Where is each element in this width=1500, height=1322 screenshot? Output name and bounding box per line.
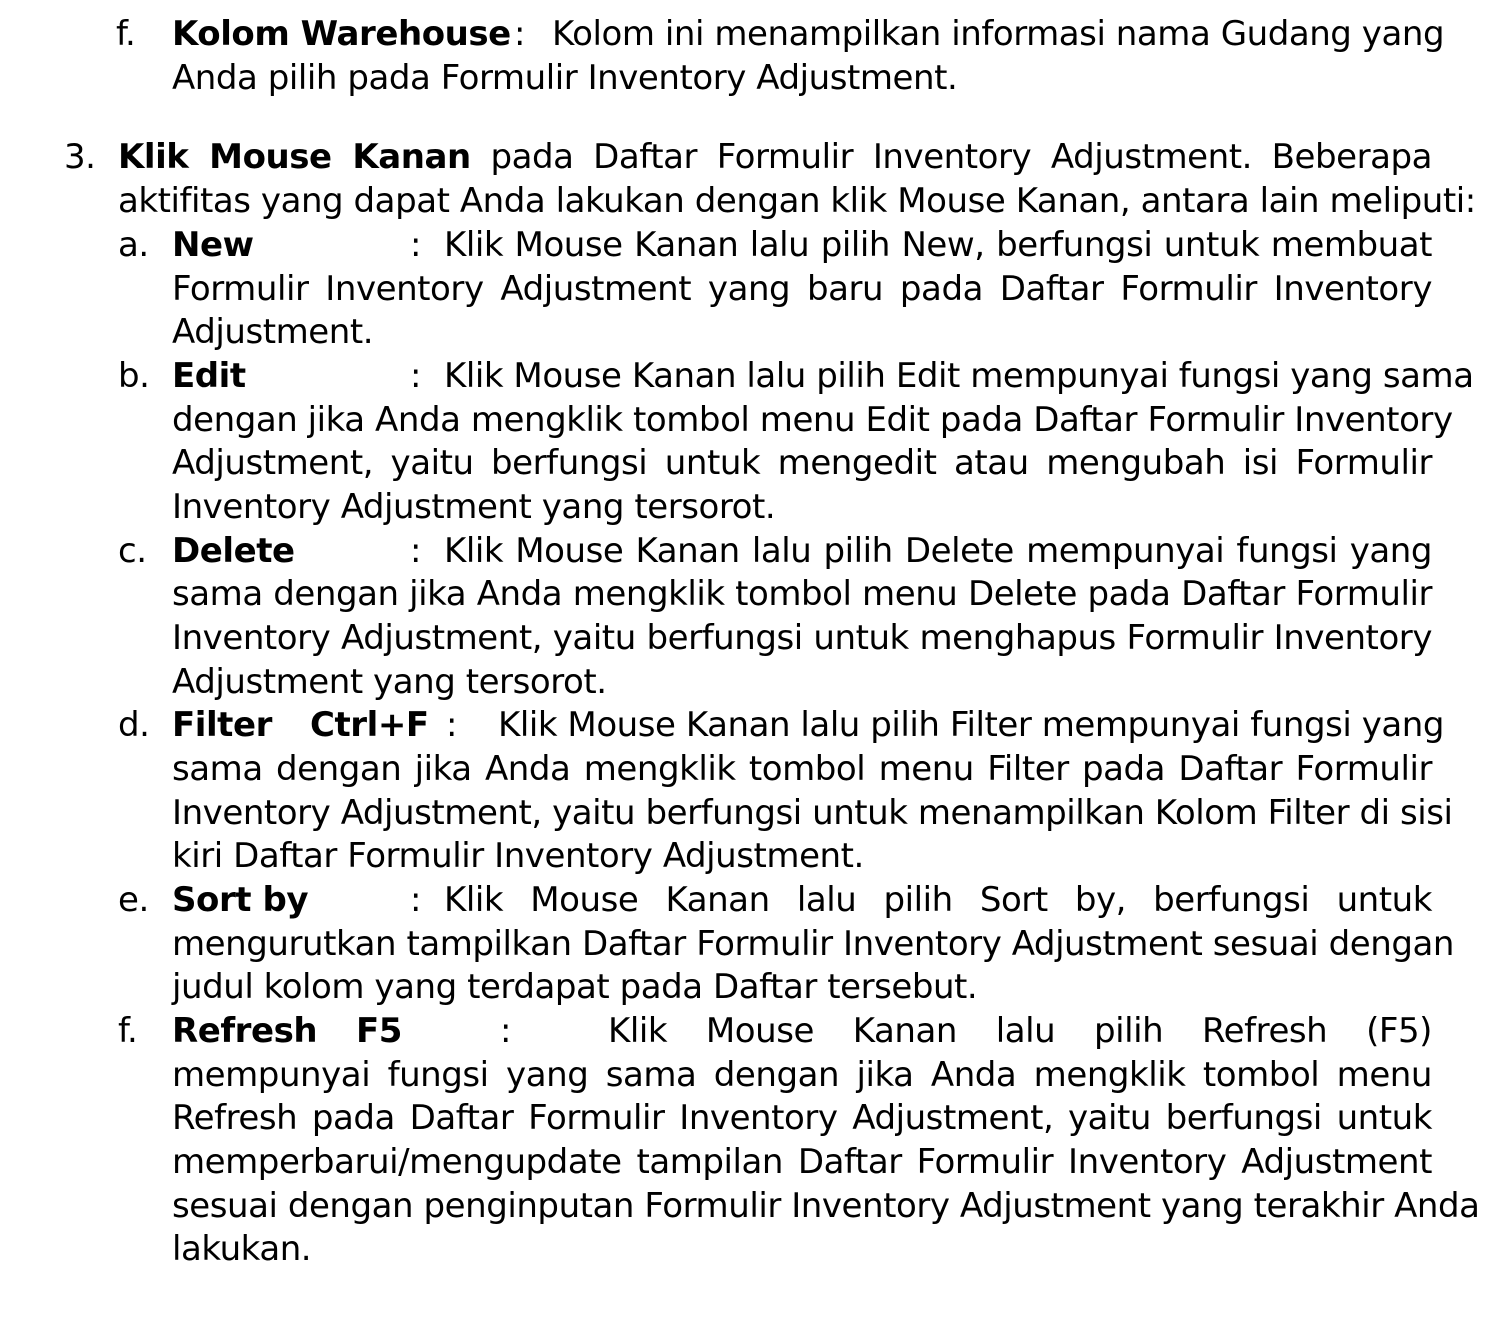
paragraph-line bbox=[118, 136, 1432, 180]
paragraph-line: Klik Mouse Kanan lalu pilih Sort by, berfungsi untuk bbox=[444, 880, 1432, 920]
term-sort-by: Sort by bbox=[172, 880, 309, 920]
list-marker: b. bbox=[118, 356, 150, 396]
term-filter: Filter bbox=[172, 705, 272, 745]
paragraph-line: Kolom ini menampilkan informasi nama Gudang yang bbox=[552, 14, 1445, 54]
paragraph-line: dengan jika Anda mengklik tombol menu Edit pada Daftar Formulir Inventory bbox=[172, 400, 1453, 440]
term-edit: Edit bbox=[172, 356, 246, 396]
paragraph-line: Refresh pada Daftar Formulir Inventory Adjustment, yaitu berfungsi untuk bbox=[172, 1098, 1432, 1138]
list-marker: f. bbox=[118, 1011, 138, 1051]
step3-line1-rest: pada Daftar Formulir Inventory Adjustment. Beberapa bbox=[490, 137, 1433, 177]
term-new: New bbox=[172, 225, 254, 265]
term-separator: : bbox=[514, 14, 526, 54]
paragraph-line: Klik Mouse Kanan lalu pilih New, berfungsi untuk membuat bbox=[444, 225, 1432, 265]
paragraph-line: Adjustment. bbox=[172, 312, 374, 352]
paragraph-line: kiri Daftar Formulir Inventory Adjustment. bbox=[172, 836, 864, 876]
list-marker: c. bbox=[118, 531, 147, 571]
paragraph-line: mengurutkan tampilkan Daftar Formulir Inventory Adjustment sesuai dengan bbox=[172, 924, 1454, 964]
paragraph-line: aktifitas yang dapat Anda lakukan dengan klik Mouse Kanan, antara lain meliputi: bbox=[118, 181, 1476, 221]
paragraph-line: Formulir Inventory Adjustment yang baru pada Daftar Formulir Inventory bbox=[172, 269, 1432, 309]
term-separator: : bbox=[410, 531, 422, 571]
paragraph-line: sama dengan jika Anda mengklik tombol menu Filter pada Daftar Formulir bbox=[172, 749, 1432, 789]
paragraph-line: Klik Mouse Kanan lalu pilih Refresh (F5) bbox=[608, 1011, 1432, 1051]
paragraph-line: Inventory Adjustment yang tersorot. bbox=[172, 487, 776, 527]
term-shortcut-f5: F5 bbox=[356, 1011, 402, 1051]
term-separator: : bbox=[410, 880, 422, 920]
paragraph-line: Klik Mouse Kanan lalu pilih Delete mempunyai fungsi yang bbox=[444, 531, 1432, 571]
list-marker: f. bbox=[116, 14, 136, 54]
paragraph-line: Klik Mouse Kanan lalu pilih Filter mempunyai fungsi yang bbox=[498, 705, 1445, 745]
paragraph-line: memperbarui/mengupdate tampilan Daftar Formulir Inventory Adjustment bbox=[172, 1142, 1432, 1182]
list-marker: a. bbox=[118, 225, 149, 265]
term-delete: Delete bbox=[172, 531, 295, 571]
term-shortcut-ctrl-f: Ctrl+F bbox=[310, 705, 429, 745]
paragraph-line: Adjustment yang tersorot. bbox=[172, 662, 607, 702]
paragraph-line: Adjustment, yaitu berfungsi untuk mengedit atau mengubah isi Formulir bbox=[172, 443, 1432, 483]
paragraph-line: Inventory Adjustment, yaitu berfungsi untuk menghapus Formulir Inventory bbox=[172, 618, 1432, 658]
term-klik-mouse-kanan: Klik Mouse Kanan bbox=[118, 137, 471, 177]
term-separator: : bbox=[410, 225, 422, 265]
term-separator: : bbox=[500, 1011, 512, 1051]
paragraph-line: Klik Mouse Kanan lalu pilih Edit mempunyai fungsi yang sama bbox=[444, 356, 1474, 396]
paragraph-line: lakukan. bbox=[172, 1229, 312, 1269]
paragraph-line: sama dengan jika Anda mengklik tombol menu Delete pada Daftar Formulir bbox=[172, 574, 1432, 614]
list-marker: e. bbox=[118, 880, 149, 920]
paragraph-line: mempunyai fungsi yang sama dengan jika Anda mengklik tombol menu bbox=[172, 1055, 1432, 1095]
paragraph-line: Anda pilih pada Formulir Inventory Adjustment. bbox=[172, 58, 958, 98]
step-marker: 3. bbox=[64, 137, 96, 177]
term-separator: : bbox=[446, 705, 458, 745]
paragraph-line: Inventory Adjustment, yaitu berfungsi untuk menampilkan Kolom Filter di sisi bbox=[172, 793, 1453, 833]
list-marker: d. bbox=[118, 705, 150, 745]
paragraph-line: sesuai dengan penginputan Formulir Inventory Adjustment yang terakhir Anda bbox=[172, 1186, 1480, 1226]
term-refresh: Refresh bbox=[172, 1011, 318, 1051]
term-kolom-warehouse: Kolom Warehouse bbox=[172, 14, 511, 54]
term-separator: : bbox=[410, 356, 422, 396]
paragraph-line: judul kolom yang terdapat pada Daftar tersebut. bbox=[172, 967, 978, 1007]
